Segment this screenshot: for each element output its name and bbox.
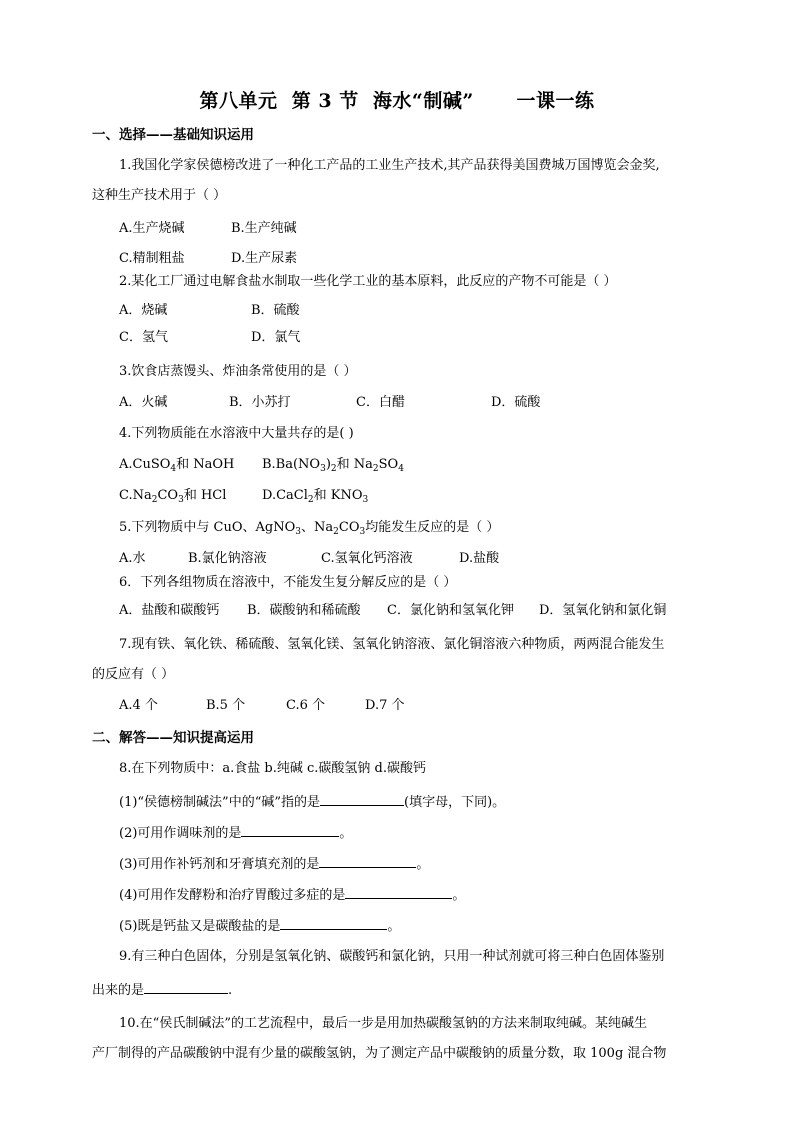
question-7-stem: 7.现有铁、氧化铁、稀硫酸、氢氧化镁、氢氧化钠溶液、氯化铜溶液六种物质，两两混合能发生 xyxy=(119,637,665,652)
answer-blank[interactable] xyxy=(241,823,339,837)
answer-blank[interactable] xyxy=(320,792,404,806)
question-5-option-d: D.盐酸 xyxy=(459,551,500,566)
section-heading-answer: 二、解答——知识提高运用 xyxy=(92,730,254,746)
question-8-stem: 8.在下列物质中：a.食盐 b.纯碱 c.碳酸氢钠 d.碳酸钙 xyxy=(119,761,427,776)
answer-blank[interactable] xyxy=(319,854,416,868)
section-heading-choice: 一、选择——基础知识运用 xyxy=(92,127,254,143)
question-6-option-d: D．氢氧化钠和氯化铜 xyxy=(539,603,667,618)
question-8-part-5: (5)既是钙盐又是碳酸盐的是 。 xyxy=(119,916,400,935)
question-3-option-c: C．白醋 xyxy=(356,395,405,410)
question-7-option-a: A.4 个 xyxy=(119,698,158,713)
question-3-option-a: A．火碱 xyxy=(119,395,168,410)
question-2-option-a: A．烧碱 xyxy=(119,303,168,318)
question-5-stem: 5.下列物质中与 CuO、AgNO$_3$、$Na_2CO_3$均能发生反应的是（ ） xyxy=(119,520,500,537)
question-3-option-b: B．小苏打 xyxy=(229,395,291,410)
question-4-stem: 4.下列物质能在水溶液中大量共存的是( ) xyxy=(119,426,354,441)
question-1-option-b: B.生产纯碱 xyxy=(231,221,297,236)
question-1-option-a: A.生产烧碱 xyxy=(119,221,185,236)
question-1-stem: 1.我国化学家侯德榜改进了一种化工产品的工业生产技术,其产品获得美国费城万国博览会金奖, xyxy=(119,158,660,173)
question-2-stem: 2.某化工厂通过电解食盐水制取一些化学工业的基本原料，此反应的产物不可能是（ ） xyxy=(119,274,617,289)
answer-blank[interactable] xyxy=(144,980,228,994)
question-4-option-c: $C.Na_2CO_3$和 HCl xyxy=(119,488,227,505)
question-4-option-d: D.CaCl$_2$和 $KNO_3$ xyxy=(262,488,369,505)
question-5-option-a: A.水 xyxy=(119,551,146,566)
question-8-part-4: (4)可用作发酵粉和治疗胃酸过多症的是 。 xyxy=(119,885,465,904)
question-7-stem-cont: 的反应有（ ） xyxy=(92,667,175,682)
question-10-stem: 10.在“侯氏制碱法”的工艺流程中，最后一步是用加热碳酸氢钠的方法来制取纯碱。某纯碱生 xyxy=(119,1016,647,1031)
question-9-stem: 9.有三种白色固体，分别是氢氧化钠、碳酸钙和氯化钠，只用一种试剂就可将三种白色固体鉴别 xyxy=(119,949,665,964)
question-6-stem: 6．下列各组物质在溶液中，不能发生复分解反应的是（ ） xyxy=(119,575,457,590)
question-2-option-c: C．氢气 xyxy=(119,330,168,345)
answer-blank[interactable] xyxy=(280,916,387,930)
answer-blank[interactable] xyxy=(345,885,452,899)
question-5-option-b: B.氯化钠溶液 xyxy=(188,551,267,566)
question-1-option-d: D.生产尿素 xyxy=(231,251,298,266)
question-4-option-b: $B.Ba(NO_3)_2$和 $Na_2SO_4$ xyxy=(262,457,404,474)
page-title: 第八单元 第 3 节 海水“制碱” 一课一练 xyxy=(199,90,595,112)
question-3-option-d: D．硫酸 xyxy=(491,395,541,410)
question-8-part-1: (1)“侯德榜制碱法”中的“碱”指的是 (填字母，下同)。 xyxy=(119,792,505,811)
question-1-stem-cont: 这种生产技术用于（ ） xyxy=(92,188,227,203)
question-7-option-c: C.6 个 xyxy=(286,698,326,713)
question-7-option-b: B.5 个 xyxy=(206,698,246,713)
question-10-stem-cont: 产厂制得的产品碳酸钠中混有少量的碳酸氢钠，为了测定产品中碳酸钠的质量分数，取 100g 混合物 xyxy=(92,1046,667,1061)
question-9-stem-cont: 出来的是 . xyxy=(92,980,232,999)
question-8-part-3: (3)可用作补钙剂和牙膏填充剂的是 。 xyxy=(119,854,429,873)
question-3-stem: 3.饮食店蒸馒头、炸油条常使用的是（ ） xyxy=(119,364,357,379)
question-5-option-c: C.氢氧化钙溶液 xyxy=(321,551,413,566)
question-2-option-d: D．氯气 xyxy=(251,330,301,345)
question-7-option-d: D.7 个 xyxy=(365,698,405,713)
question-6-option-b: B．碳酸钠和稀硫酸 xyxy=(247,603,361,618)
question-8-part-2: (2)可用作调味剂的是 。 xyxy=(119,823,352,842)
question-6-option-a: A．盐酸和碳酸钙 xyxy=(119,603,220,618)
question-6-option-c: C．氯化钠和氢氧化钾 xyxy=(387,603,514,618)
question-1-option-c: C.精制粗盐 xyxy=(119,251,185,266)
question-4-option-a: A.CuSO$_4$和 NaOH xyxy=(119,457,235,474)
question-2-option-b: B．硫酸 xyxy=(251,303,300,318)
